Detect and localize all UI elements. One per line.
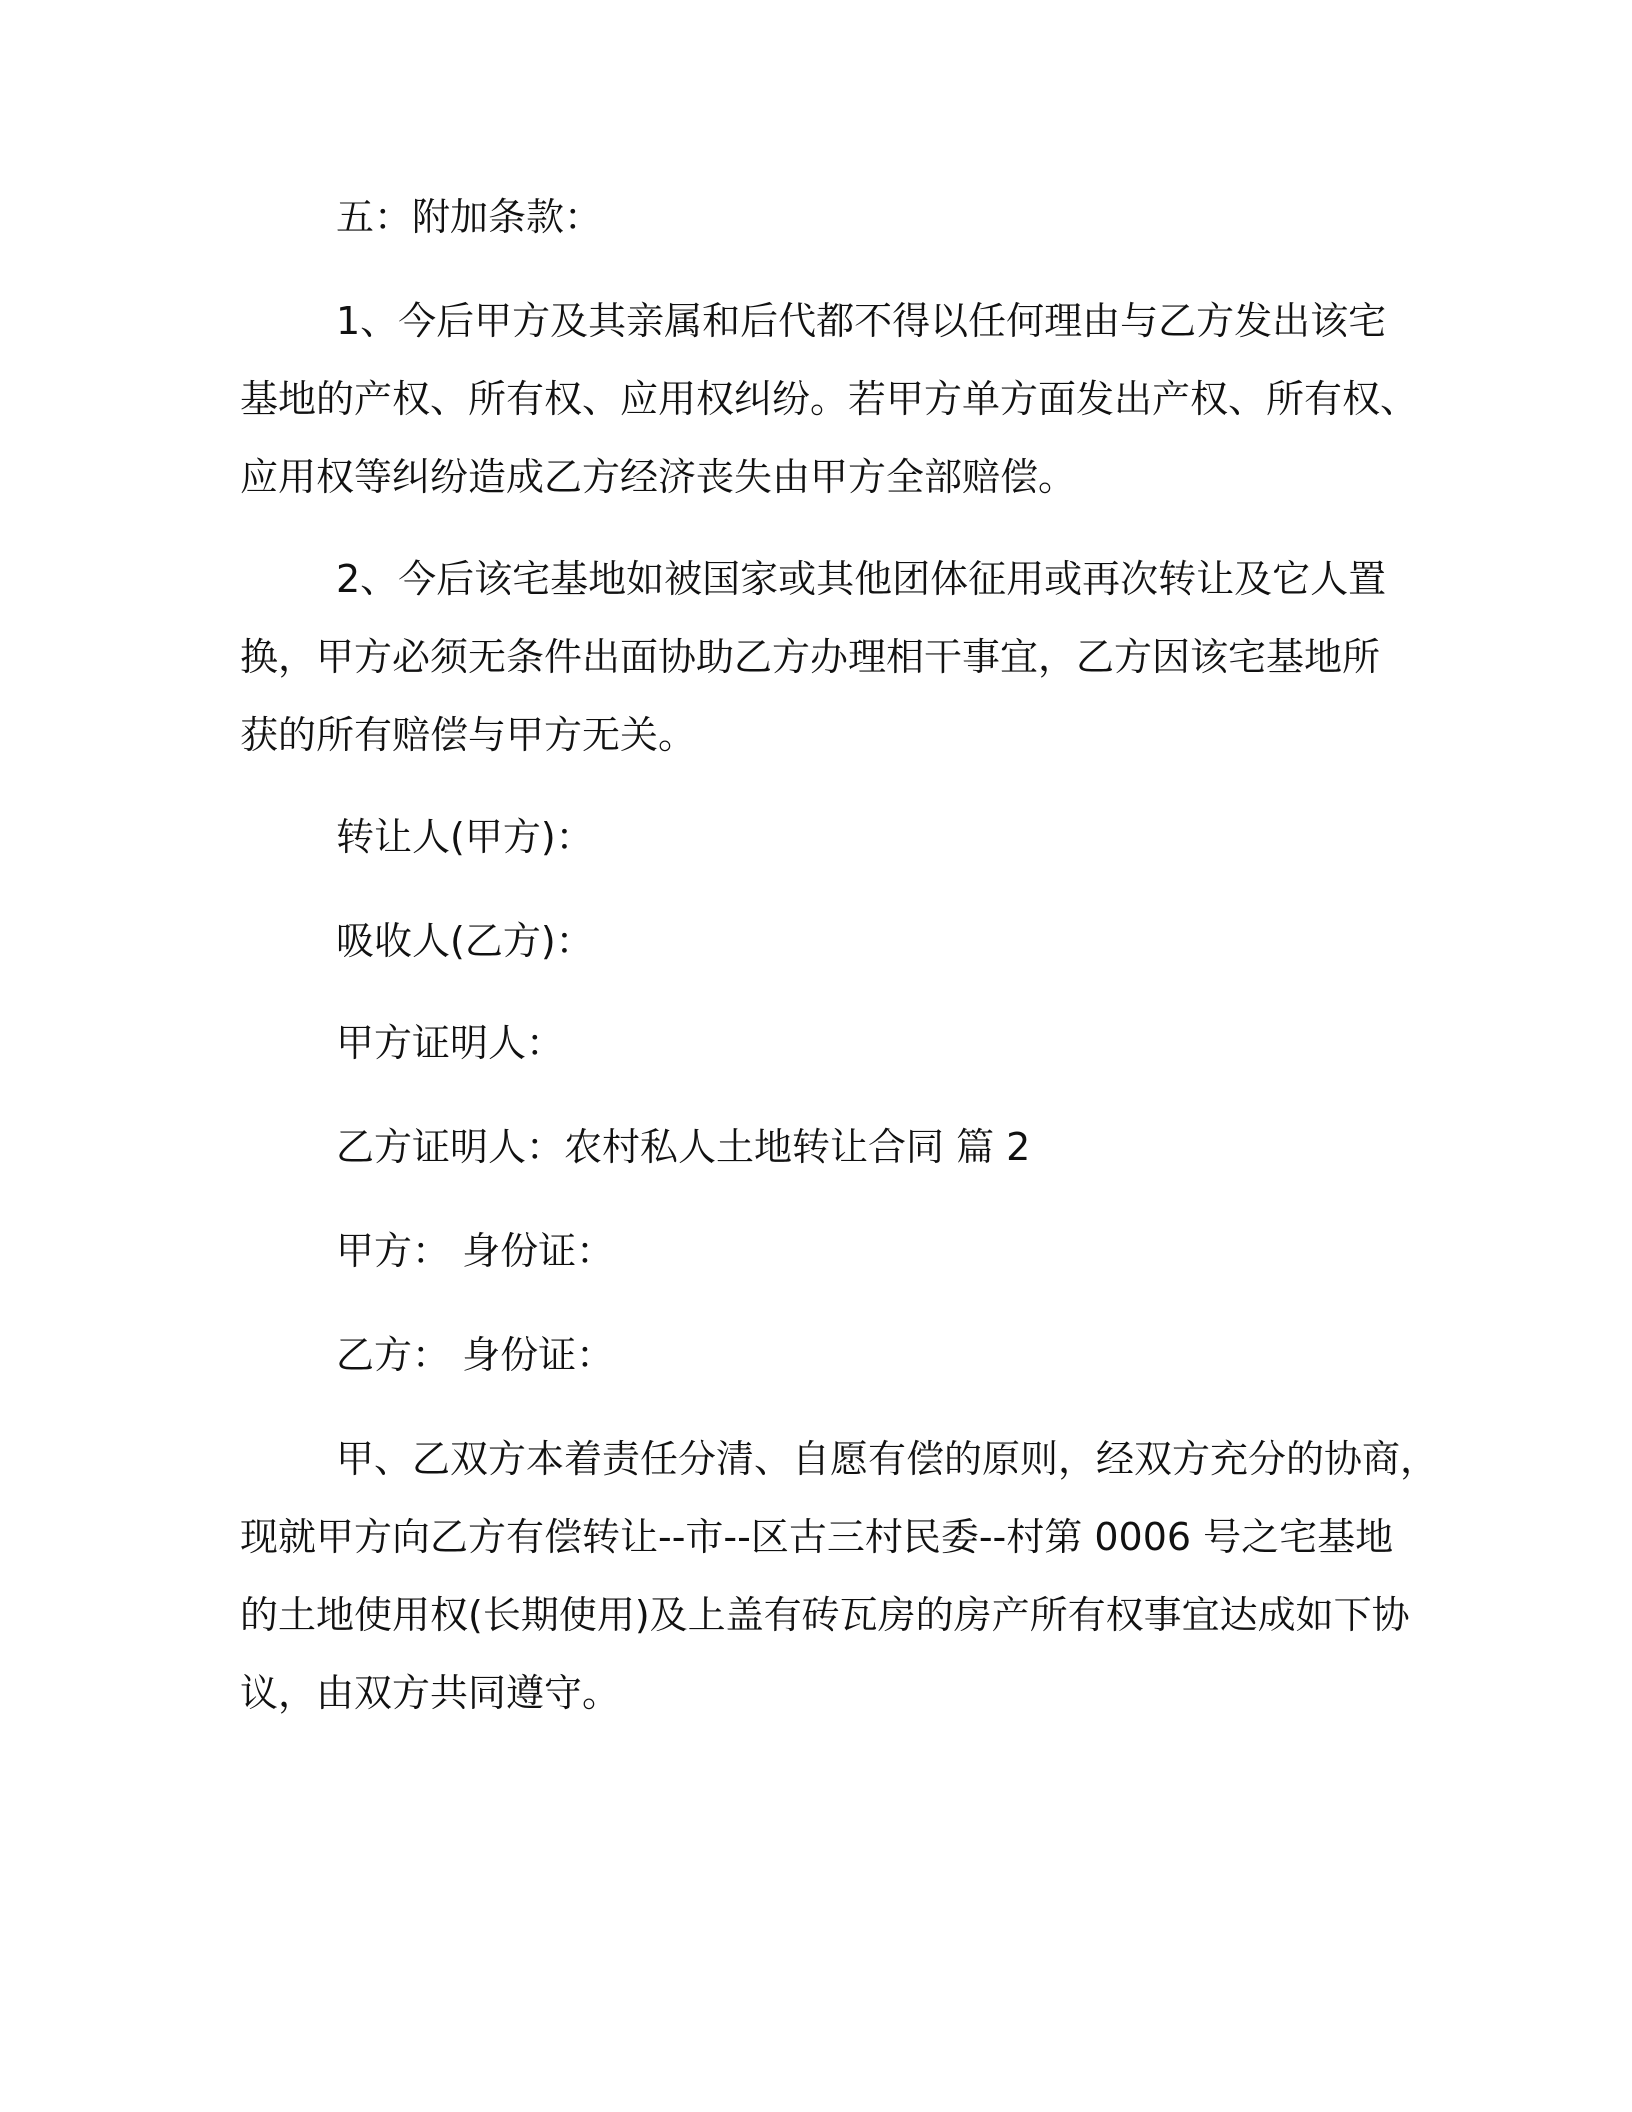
agreement-line-1: 甲、乙双方本着责任分清、自愿有偿的原则，经双方充分的协商， <box>336 1437 1439 1481</box>
clause-2-line-1: 2、今后该宅基地如被国家或其他团体征用或再次转让及它人置 <box>336 557 1387 601</box>
agreement-line-2: 现就甲方向乙方有偿转让--市--区古三村民委--村第 0006 号之宅基地 <box>240 1515 1394 1559</box>
clause-1 <box>240 282 1420 516</box>
clause-1-line-1: 1、今后甲方及其亲属和后代都不得以任何理由与乙方发出该宅 <box>336 299 1387 343</box>
party-a-witness-label: 甲方证明人： <box>336 1021 565 1065</box>
party-b-witness-label: 乙方证明人：农村私人土地转让合同 篇 2 <box>336 1125 1031 1169</box>
agreement-line-3: 的土地使用权(长期使用)及上盖有砖瓦房的房产所有权事宜达成如下协 <box>240 1593 1410 1637</box>
clause-2 <box>240 540 1420 774</box>
section-heading-five: 五：附加条款： <box>336 195 603 239</box>
party-b-id-line: 乙方： 身份证： <box>336 1333 615 1377</box>
party-a-id-line: 甲方： 身份证： <box>336 1229 615 1273</box>
receiver-label: 吸收人(乙方)： <box>336 919 594 963</box>
clause-2-line-3: 获的所有赔偿与甲方无关。 <box>240 713 697 757</box>
clause-1-line-3: 应用权等纠纷造成乙方经济丧失由甲方全部赔偿。 <box>240 455 1077 499</box>
agreement-paragraph <box>240 1420 1439 1732</box>
agreement-line-4: 议，由双方共同遵守。 <box>240 1671 621 1715</box>
clause-1-line-2: 基地的产权、所有权、应用权纠纷。若甲方单方面发出产权、所有权、 <box>240 377 1419 421</box>
transferor-label: 转让人(甲方)： <box>336 815 594 859</box>
clause-2-line-2: 换，甲方必须无条件出面协助乙方办理相干事宜，乙方因该宅基地所 <box>240 635 1381 679</box>
